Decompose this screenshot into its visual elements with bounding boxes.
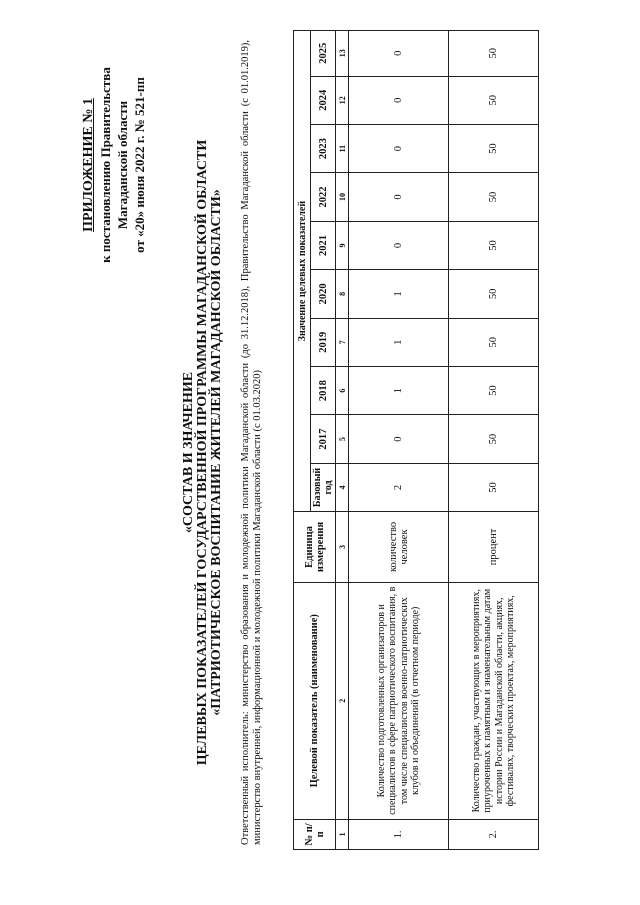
header-year: 2017 — [311, 415, 336, 463]
header-year: 2025 — [311, 31, 336, 77]
column-number: 13 — [336, 31, 349, 77]
header-year: 2022 — [311, 173, 336, 221]
column-number: 3 — [336, 512, 349, 583]
header-year: 2019 — [311, 318, 336, 366]
year-value: 50 — [449, 76, 539, 124]
appendix-header — [80, 15, 148, 315]
column-number: 12 — [336, 76, 349, 124]
year-value: 1 — [349, 318, 449, 366]
responsible-executor-text: Ответственный исполнитель: министерство образования и молодежной политики Магаданской области (до 31.12.2018), Правительство Магаданской области (с 01.01.2019), министерство внутренней, информационной и молодежной политики Магаданской области (с 01.03.2020) — [240, 40, 263, 845]
column-number-row — [336, 31, 349, 850]
year-value: 50 — [449, 318, 539, 366]
appendix-region: Магаданской области — [115, 100, 130, 230]
base-value: 50 — [449, 463, 539, 511]
year-value: 0 — [349, 415, 449, 463]
year-value: 0 — [349, 221, 449, 269]
column-number: 5 — [336, 415, 349, 463]
title-line-1: «СОСТАВ И ЗНАЧЕНИЕ — [181, 371, 196, 534]
header-year: 2021 — [311, 221, 336, 269]
year-value: 50 — [449, 221, 539, 269]
unit-cell: процент — [449, 512, 539, 583]
header-year: 2018 — [311, 366, 336, 414]
column-number: 7 — [336, 318, 349, 366]
year-value: 1 — [349, 366, 449, 414]
indicator-name: Количество граждан, участвующих в мероприятиях, приуроченных к памятным и знаменательным датам истории России и Магаданской области, акциях, фестивалях, творческих проектах, мероприятиях, — [449, 582, 539, 819]
unit-cell: количество человек — [349, 512, 449, 583]
year-value: 50 — [449, 173, 539, 221]
column-number: 8 — [336, 270, 349, 318]
table-row — [449, 31, 539, 850]
year-value: 50 — [449, 124, 539, 172]
indicators-table — [293, 30, 539, 850]
row-number: 2. — [449, 819, 539, 849]
year-value: 0 — [349, 76, 449, 124]
column-number: 6 — [336, 366, 349, 414]
header-values-group: Значение целевых показателей — [294, 31, 311, 512]
appendix-resolution: к постановлению Правительства — [98, 67, 113, 263]
header-year: 2023 — [311, 124, 336, 172]
header-year: 2020 — [311, 270, 336, 318]
title-line-3: «ПАТРИОТИЧЕСКОЕ ВОСПИТАНИЕ ЖИТЕЛЕЙ МАГАДАНСКОЙ ОБЛАСТИ» — [209, 189, 224, 716]
year-value: 0 — [349, 173, 449, 221]
header-unit: Единица измерения — [294, 512, 336, 583]
column-number: 1 — [336, 819, 349, 849]
year-value: 0 — [349, 31, 449, 77]
column-number: 4 — [336, 463, 349, 511]
column-number: 9 — [336, 221, 349, 269]
column-number: 11 — [336, 124, 349, 172]
year-value: 1 — [349, 270, 449, 318]
appendix-date: от «20» июня 2022 г. № 521-пп — [132, 77, 147, 253]
year-value: 0 — [349, 124, 449, 172]
table-row — [349, 31, 449, 850]
year-value: 50 — [449, 31, 539, 77]
year-value: 50 — [449, 270, 539, 318]
row-number: 1. — [349, 819, 449, 849]
header-indicator-name: Целевой показатель (наименование) — [294, 582, 336, 819]
base-value: 2 — [349, 463, 449, 511]
year-value: 50 — [449, 366, 539, 414]
document-title — [182, 20, 224, 885]
indicator-name: Количество подготовленных организаторов и специалистов в сфере патриотического воспитания, в том числе специалистов военно-патриотических клубов и объединений (в отчетном периоде) — [349, 582, 449, 819]
column-number: 10 — [336, 173, 349, 221]
column-number: 2 — [336, 582, 349, 819]
year-value: 50 — [449, 415, 539, 463]
header-base-year: Базовый год — [311, 463, 336, 511]
header-year: 2024 — [311, 76, 336, 124]
header-number: № п/п — [294, 819, 336, 849]
title-line-2: ЦЕЛЕВЫХ ПОКАЗАТЕЛЕЙ ГОСУДАРСТВЕННОЙ ПРОГРАММЫ МАГАДАНСКОЙ ОБЛАСТИ — [195, 139, 210, 766]
appendix-number: ПРИЛОЖЕНИЕ № 1 — [81, 98, 96, 232]
